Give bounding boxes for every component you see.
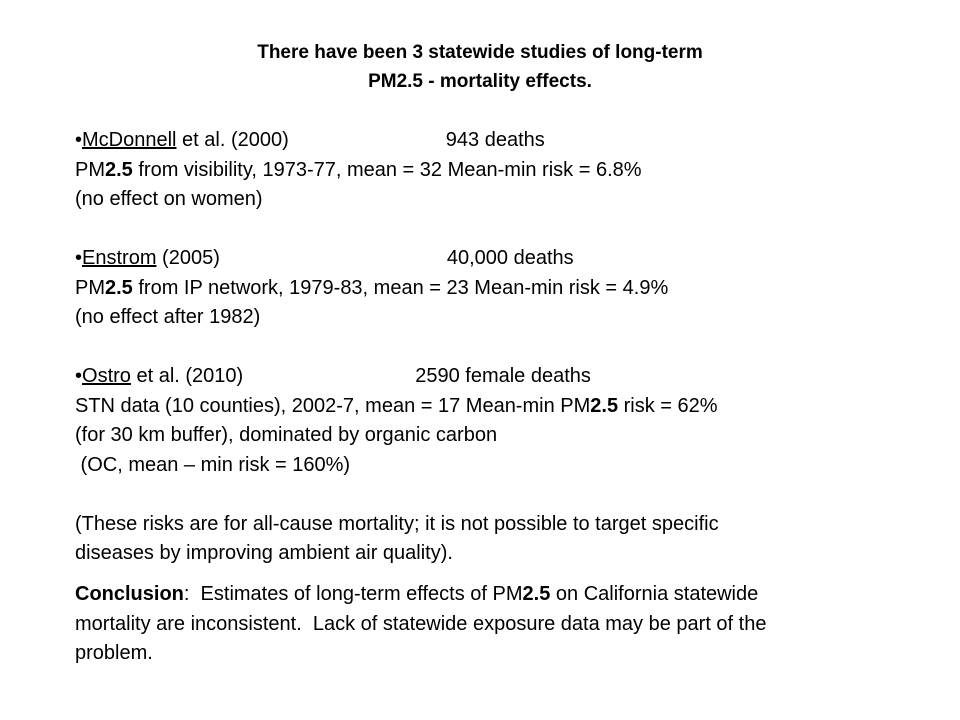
study-detail-bold: 2.5 — [105, 158, 133, 181]
slide-title — [0, 38, 960, 96]
study-deaths: 943 deaths — [445, 129, 545, 151]
study-deaths: 40,000 deaths — [446, 247, 574, 269]
study-author: McDonnell — [82, 129, 177, 151]
conclusion-label: Conclusion — [75, 583, 184, 605]
study-deaths: 2590 female deaths — [415, 365, 591, 387]
title-line-2: PM2.5 - mortality effects. — [368, 71, 592, 92]
study-detail-pre: PM — [75, 276, 105, 299]
study-detail — [75, 156, 925, 186]
study-author-suffix: (2005) — [156, 247, 220, 269]
study-detail-pre: PM — [75, 158, 105, 181]
study-detail — [75, 392, 925, 422]
study-detail-post: from IP network, 1979-83, mean = 23 Mean-min risk = 4.9% — [132, 276, 669, 299]
conclusion-text-post: on California statewide — [550, 583, 759, 605]
study-item-ostro — [75, 362, 925, 480]
study-author: Ostro — [82, 365, 131, 387]
study-item-mcdonnell — [75, 126, 925, 215]
conclusion-text-bold: 2.5 — [522, 583, 551, 605]
study-detail — [75, 274, 925, 304]
study-author-suffix: et al. (2000) — [176, 129, 289, 151]
bullet-icon: • — [75, 247, 83, 269]
conclusion — [75, 580, 925, 669]
study-note: (for 30 km buffer), dominated by organic carbon — [75, 424, 498, 446]
risk-note — [75, 510, 925, 569]
conclusion-text-pre: : Estimates of long-term effects of PM — [183, 583, 523, 605]
risk-note-line-1: (These risks are for all-cause mortality; it is not possible to target specific — [75, 512, 719, 535]
study-heading — [75, 362, 925, 392]
study-heading — [75, 126, 925, 156]
study-author: Enstrom — [82, 247, 157, 269]
study-detail-post: risk = 62% — [618, 394, 718, 417]
study-item-enstrom — [75, 244, 925, 333]
bullet-icon: • — [75, 129, 83, 151]
risk-note-line-2: diseases by improving ambient air quality). — [75, 542, 453, 564]
study-heading — [75, 244, 925, 274]
conclusion-line-1 — [75, 580, 925, 610]
study-detail-bold: 2.5 — [590, 394, 619, 417]
studies-list — [75, 126, 925, 569]
conclusion-line-3: problem. — [75, 642, 153, 664]
study-note: (no effect on women) — [75, 188, 263, 210]
study-note-2: (OC, mean – min risk = 160%) — [75, 453, 351, 476]
bullet-icon: • — [75, 365, 83, 387]
study-detail-post: from visibility, 1973-77, mean = 32 Mean-min risk = 6.8% — [132, 158, 642, 181]
study-author-suffix: et al. (2010) — [130, 365, 244, 387]
study-detail-pre: STN data (10 counties), 2002-7, mean = 17 Mean-min PM — [75, 394, 591, 417]
conclusion-line-2: mortality are inconsistent. Lack of statewide exposure data may be part of the — [75, 612, 767, 635]
study-note: (no effect after 1982) — [75, 306, 261, 328]
study-detail-bold: 2.5 — [105, 276, 133, 299]
title-line-1: There have been 3 statewide studies of long-term — [257, 42, 703, 63]
